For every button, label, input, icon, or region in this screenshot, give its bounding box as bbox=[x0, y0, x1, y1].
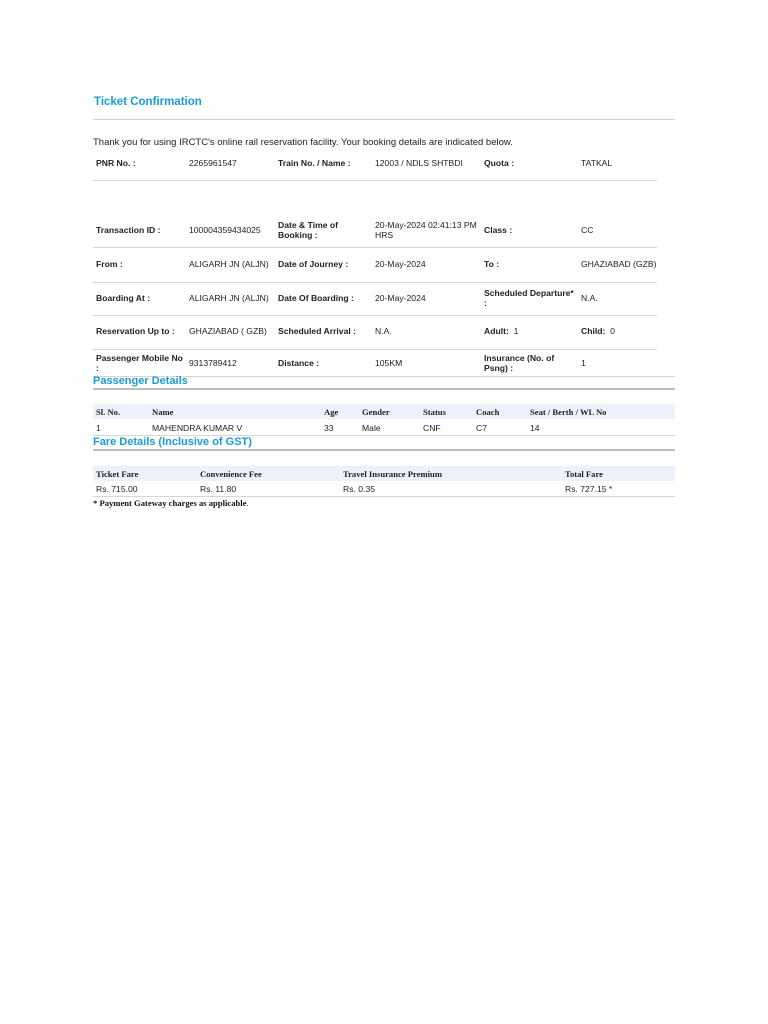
table-row bbox=[93, 420, 675, 436]
col-seat: Seat / Berth / WL No bbox=[530, 406, 607, 417]
booking-time-value: 20-May-2024 02:41:13 PM HRS bbox=[375, 220, 477, 240]
distance-label: Distance : bbox=[278, 358, 320, 368]
adult-label: Adult: bbox=[484, 326, 509, 336]
train-value: 12003 / NDLS SHTBDI bbox=[375, 158, 463, 168]
journey-date-label: Date of Journey : bbox=[278, 259, 349, 269]
intro-text: Thank you for using IRCTC's online rail reservation facility. Your booking details are indicated below. bbox=[93, 137, 513, 148]
class-label: Class : bbox=[484, 225, 513, 235]
passenger-table-header bbox=[93, 404, 675, 419]
child-count bbox=[578, 326, 657, 336]
passenger-section-title: Passenger Details bbox=[93, 375, 188, 387]
child-label: Child: bbox=[581, 326, 606, 336]
reservation-upto-label: Reservation Up to : bbox=[96, 326, 175, 336]
insurance-premium-value: Rs. 0.35 bbox=[343, 483, 376, 494]
class-value: CC bbox=[581, 225, 594, 235]
passenger-status: CNF bbox=[423, 422, 441, 433]
col-insurance-premium: Travel Insurance Premium bbox=[343, 468, 442, 479]
ticket-fare-value: Rs. 715.00 bbox=[96, 483, 138, 494]
col-status: Status bbox=[423, 406, 446, 417]
col-total-fare: Total Fare bbox=[565, 468, 603, 479]
col-age: Age bbox=[324, 406, 339, 417]
transaction-label: Transaction ID : bbox=[96, 225, 161, 235]
row-divider bbox=[93, 349, 657, 350]
pnr-value: 2265961547 bbox=[189, 158, 237, 168]
total-fare-value: Rs. 727.15 * bbox=[565, 483, 613, 494]
boarding-label: Boarding At : bbox=[96, 293, 151, 303]
col-name: Name bbox=[152, 406, 174, 417]
booking-row-pnr bbox=[93, 156, 657, 170]
adult-value: 1 bbox=[513, 326, 519, 336]
passenger-section-rule bbox=[93, 388, 675, 390]
scheduled-departure-value: N.A. bbox=[581, 293, 598, 303]
quota-value: TATKAL bbox=[581, 158, 613, 168]
booking-row-from bbox=[93, 253, 657, 275]
col-coach: Coach bbox=[476, 406, 500, 417]
passenger-age: 33 bbox=[324, 422, 334, 433]
booking-row-reservation bbox=[93, 324, 657, 338]
passenger-coach: C7 bbox=[476, 422, 487, 433]
boarding-date-label: Date Of Boarding : bbox=[278, 293, 354, 303]
payment-gateway-note bbox=[93, 498, 249, 508]
insurance-value: 1 bbox=[581, 358, 586, 368]
scheduled-departure-label: Scheduled Departure* : bbox=[484, 288, 574, 308]
adult-count bbox=[481, 326, 578, 336]
payment-gateway-note-text: * Payment Gateway charges as applicable bbox=[93, 498, 247, 508]
transaction-value: 100004359434025 bbox=[189, 225, 261, 235]
passenger-name: MAHENDRA KUMAR V bbox=[152, 422, 243, 433]
reservation-upto-value: GHAZIABAD ( GZB) bbox=[189, 326, 267, 336]
booking-time-label: Date & Time of Booking : bbox=[278, 220, 339, 240]
row-divider bbox=[93, 282, 657, 283]
row-divider bbox=[93, 247, 657, 248]
col-sl-no: Sl. No. bbox=[96, 406, 121, 417]
boarding-date-value: 20-May-2024 bbox=[375, 293, 426, 303]
to-value: GHAZIABAD (GZB) bbox=[581, 259, 657, 269]
quota-label: Quota : bbox=[484, 158, 515, 168]
booking-row-mobile bbox=[93, 352, 657, 374]
booking-row-boarding bbox=[93, 287, 657, 309]
train-label: Train No. / Name : bbox=[278, 158, 351, 168]
passenger-gender: Male bbox=[362, 422, 381, 433]
row-divider bbox=[93, 180, 657, 181]
fare-section-title: Fare Details (Inclusive of GST) bbox=[93, 436, 252, 448]
pnr-label: PNR No. : bbox=[96, 158, 136, 168]
col-gender: Gender bbox=[362, 406, 390, 417]
payment-gateway-note-period: . bbox=[246, 498, 249, 508]
page-title: Ticket Confirmation bbox=[94, 96, 202, 108]
scheduled-arrival-label: Scheduled Arrival : bbox=[278, 326, 357, 336]
fare-section-rule bbox=[93, 449, 675, 451]
insurance-label: Insurance (No. of Psng) : bbox=[484, 353, 555, 373]
to-label: To : bbox=[484, 259, 500, 269]
passenger-sl-no: 1 bbox=[96, 422, 101, 433]
title-divider bbox=[93, 119, 675, 120]
passenger-seat: 14 bbox=[530, 422, 540, 433]
mobile-label: Passenger Mobile No : bbox=[96, 353, 183, 373]
fare-table-header bbox=[93, 466, 675, 481]
journey-date-value: 20-May-2024 bbox=[375, 259, 426, 269]
row-divider bbox=[93, 315, 657, 316]
convenience-fee-value: Rs. 11.80 bbox=[200, 483, 237, 494]
scheduled-arrival-value: N.A. bbox=[375, 326, 392, 336]
distance-value: 105KM bbox=[375, 358, 403, 368]
from-label: From : bbox=[96, 259, 123, 269]
child-value: 0 bbox=[610, 326, 615, 336]
from-value: ALIGARH JN (ALJN) bbox=[189, 259, 269, 269]
col-convenience-fee: Convenience Fee bbox=[200, 468, 262, 479]
col-ticket-fare: Ticket Fare bbox=[96, 468, 139, 479]
mobile-value: 9313789412 bbox=[189, 358, 237, 368]
booking-row-transaction bbox=[93, 219, 657, 241]
table-row bbox=[93, 481, 675, 497]
boarding-value: ALIGARH JN (ALJN) bbox=[189, 293, 269, 303]
